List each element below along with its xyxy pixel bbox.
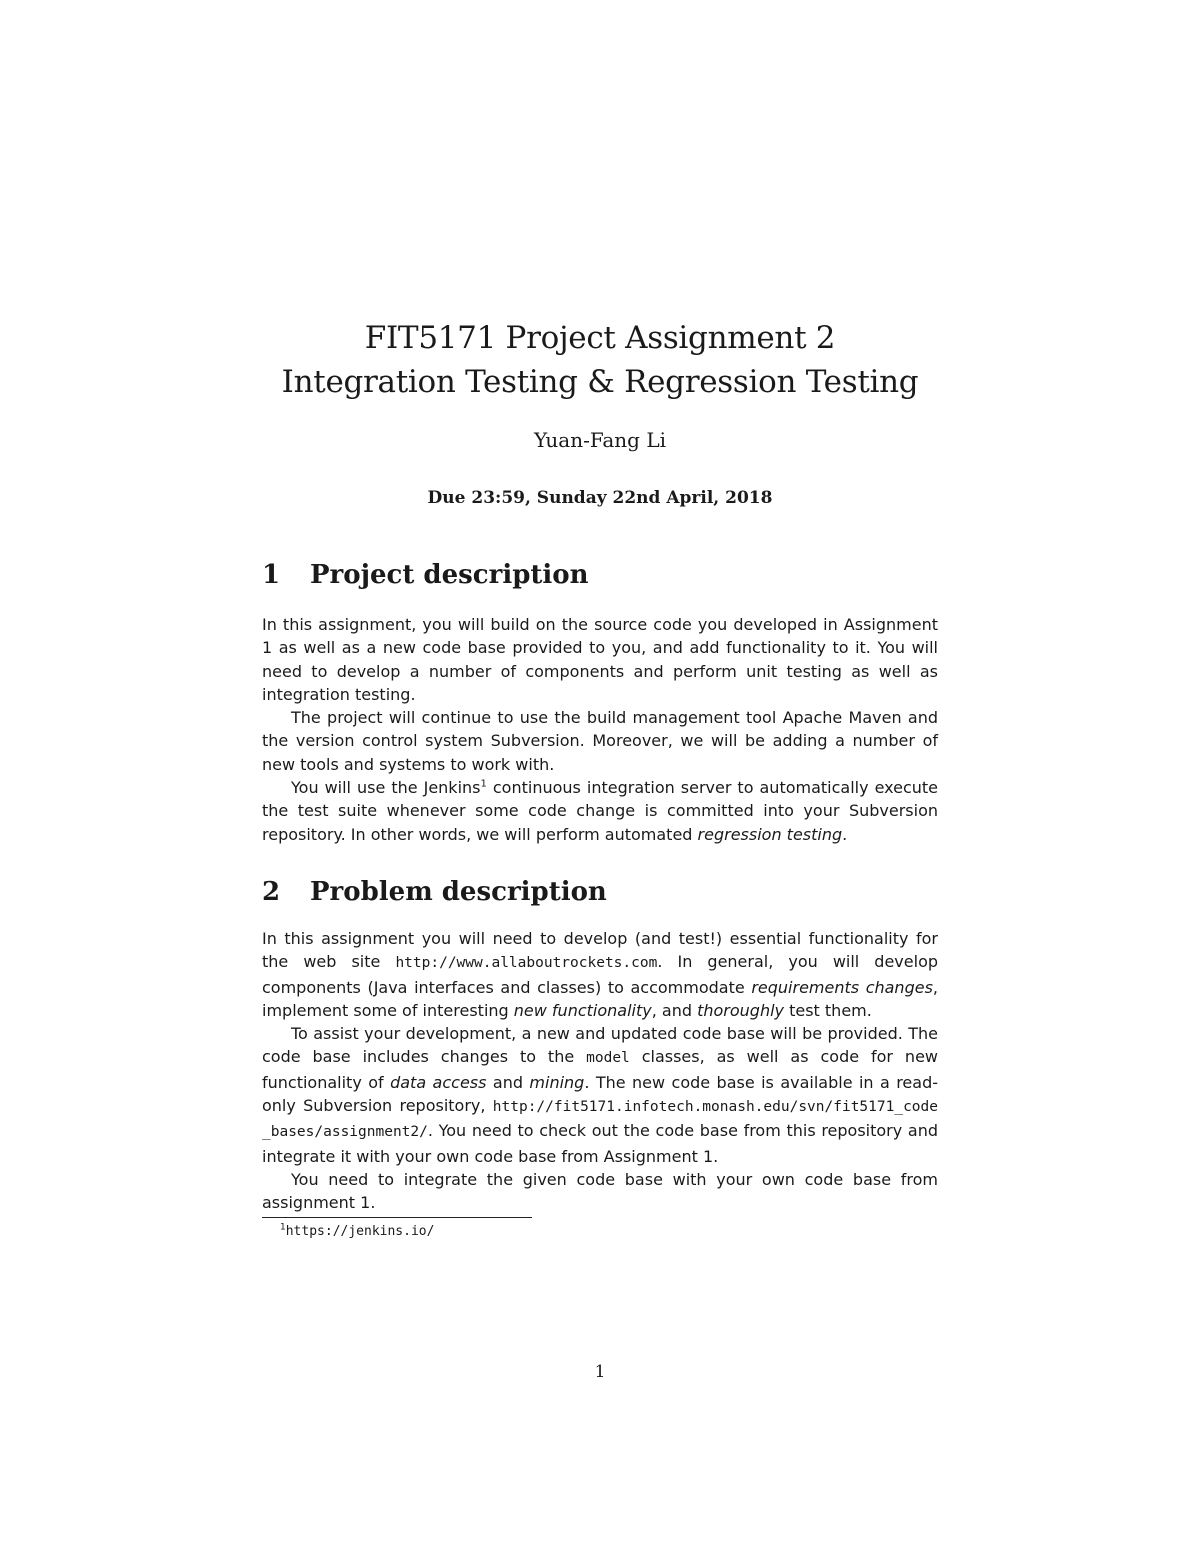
section-1-number: 1 bbox=[262, 560, 281, 590]
section-2-title: Problem description bbox=[310, 877, 607, 907]
due-date: Due 23:59, Sunday 22nd April, 2018 bbox=[427, 488, 773, 508]
s2p1-text-b: . In general, you will develop components (Java interfaces and classes) to accommodate bbox=[262, 952, 939, 997]
s2p2-text-a: To assist your development, a new and updated code base will be provided. The code base includes changes to the bbox=[262, 1024, 938, 1067]
p3-text-b: continuous integration server to automatically execute the test suite whenever some code change is committed into your Subversion repository. In other words, we will perform automated bbox=[262, 778, 939, 844]
s2p1-text-d: , and bbox=[651, 1000, 698, 1020]
section-1-title: Project description bbox=[310, 560, 589, 590]
section-1-heading bbox=[262, 558, 938, 592]
author: Yuan-Fang Li bbox=[533, 428, 667, 452]
title-block bbox=[0, 316, 1200, 511]
s2p2-text-c: and bbox=[486, 1072, 530, 1092]
title-line-1: FIT5171 Project Assignment 2 bbox=[364, 320, 836, 356]
section-2-paragraph-1 bbox=[262, 927, 938, 1022]
s2p2-text-d: . The new code base is available in a read-only Subversion repository, bbox=[262, 1072, 939, 1116]
s2p2-emphasis-1: data access bbox=[390, 1072, 487, 1092]
section-1-paragraph-2: The project will continue to use the build management tool Apache Maven and the version control system Subversion. Moreover, we will be adding a number of new tools and systems to work with. bbox=[262, 708, 938, 774]
model-code: model bbox=[586, 1050, 630, 1067]
s2p2-text-b: classes, as well as code for new functionality of bbox=[262, 1047, 938, 1092]
repository-url[interactable]: http://fit5171.infotech.monash.edu/svn/fit5171_code_bases/assignment2/ bbox=[262, 1099, 938, 1141]
s2p1-text-a: In this assignment you will need to develop (and test!) essential functionality for the web site bbox=[262, 929, 938, 972]
s2p2-emphasis-2: mining bbox=[529, 1072, 585, 1092]
footnote-number: 1 bbox=[280, 1222, 286, 1233]
section-project-description bbox=[262, 558, 938, 846]
p3-text-a: You will use the Jenkins bbox=[291, 778, 481, 798]
s2p1-text-c: , implement some of interesting bbox=[262, 977, 939, 1020]
page-number: 1 bbox=[594, 1362, 606, 1382]
s2p1-emphasis-3: thoroughly bbox=[697, 1000, 784, 1020]
section-2-number: 2 bbox=[262, 877, 281, 907]
website-url[interactable]: http://www.allaboutrockets.com bbox=[395, 955, 658, 972]
section-1-paragraph-3 bbox=[262, 776, 938, 846]
section-problem-description bbox=[262, 875, 938, 1215]
section-1-paragraph-1: In this assignment, you will build on the source code you developed in Assignment 1 as well as a new code base provided to you, and add functionality to it. You will need to develop a number of components and perform unit testing as well as integration testing. bbox=[262, 615, 938, 704]
footnote bbox=[280, 1222, 434, 1242]
footnote-rule bbox=[262, 1217, 532, 1218]
s2p1-emphasis-1: requirements changes bbox=[751, 977, 933, 997]
p3-text-c: . bbox=[842, 824, 848, 844]
s2p1-emphasis-2: new functionality bbox=[513, 1000, 652, 1020]
section-2-heading bbox=[262, 875, 938, 909]
s2p1-text-e: test them. bbox=[784, 1000, 872, 1020]
section-2-paragraph-2 bbox=[262, 1022, 938, 1168]
section-2-paragraph-3: You need to integrate the given code base with your own code base from assignment 1. bbox=[262, 1169, 938, 1213]
footnote-mark: 1 bbox=[480, 778, 487, 790]
title-line-2: Integration Testing & Regression Testing bbox=[281, 364, 919, 400]
footnote-link[interactable]: https://jenkins.io/ bbox=[285, 1224, 435, 1239]
s2p2-text-e: . You need to check out the code base from this repository and integrate it with your own code base from Assignment 1. bbox=[262, 1121, 938, 1166]
p3-emphasis: regression testing bbox=[697, 824, 843, 844]
